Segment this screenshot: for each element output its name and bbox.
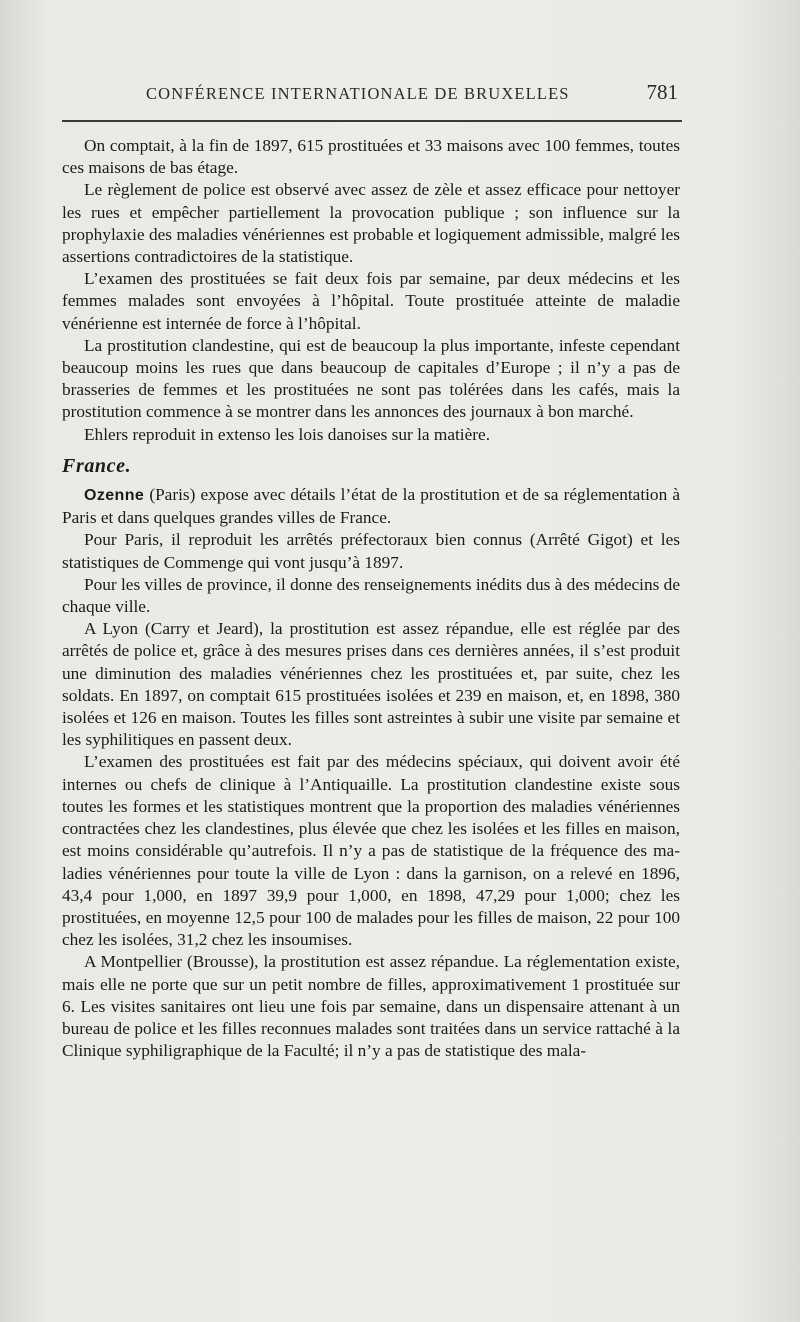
paragraph: A Montpellier (Brousse), la prostitution est assez répandue. La réglementation existe, mais elle ne porte que sur un petit nombre de filles, approximativement 1 prostituée sur 6. Les visites sanitaires ont lieu une fois par semaine, dans un dispensaire attenant à un bureau de police et les filles reconnues malades sont traitées dans un service rattaché à la Clinique syphiligraphique de la Faculté; il n’y a pas de statistique des mala- <box>62 952 680 1061</box>
paragraph: L’examen des prostituées se fait deux fois par semaine, par deux médecins et les femmes malades sont envoyées à l’hôpital. Toute prostituée atteinte de maladie vénérienne est internée de force à l’hôpital. <box>62 269 680 333</box>
paragraph: A Lyon (Carry et Jeard), la prostitution est assez répandue, elle est réglée par des arrêtés de police et, grâce à des mesures prises dans ces dernières années, il s’est produit une diminution des maladies vénériennes chez les prostituées et, par suite, chez les soldats. En 1897, on comptait 615 prostituées isolées et 239 en maison, et, en 1898, 380 isolées et 126 en maison. Toutes les filles sont astreintes à subir une visite par semaine et les syphilitiques en passent deux. <box>62 619 680 750</box>
paragraph: On comptait, à la fin de 1897, 615 prostituées et 33 maisons avec 100 femmes, toutes ces maisons de bas étage. <box>62 136 680 178</box>
header-rule <box>62 120 682 122</box>
paragraph: Pour Paris, il reproduit les arrêtés préfectoraux bien connus (Arrêté Gigot) et les statistiques de Commenge qui vont jusqu’à 1897. <box>62 530 680 572</box>
section-heading-france: France. <box>62 454 132 477</box>
paragraph-text: (Paris) expose avec détails l’état de la prostitution et de sa réglementation à Paris et dans quelques grandes villes de France. <box>62 485 680 528</box>
paragraph: Le règlement de police est observé avec assez de zèle et assez efficace pour nettoyer les rues et empêcher partiellement la provocation publique ; son influence sur la prophylaxie des maladies vénériennes est probable et logiquement admissible, malgré les assertions contradictoires de la statistique. <box>62 180 680 267</box>
body-text <box>62 135 680 1062</box>
page-header <box>62 80 682 108</box>
page-number: 781 <box>646 80 678 104</box>
paragraph <box>62 484 680 529</box>
paragraph: Pour les villes de province, il donne des renseignements inédits dus à des médecins de chaque ville. <box>62 574 680 617</box>
paragraph: Ehlers reproduit in extenso les lois danoises sur la matière. <box>84 424 491 444</box>
running-title: CONFÉRENCE INTERNATIONALE DE BRUXELLES <box>146 84 570 103</box>
author-name: Ozenne <box>84 487 145 505</box>
paragraph: La prostitution clandestine, qui est de beaucoup la plus importante, infeste cependant beaucoup moins les rues que dans beaucoup de capitales d’Europe ; il n’y a pas de brasseries de femmes et les prostituées ne sont pas tolérées dans les cafés, mais la prostitution commence à se montrer dans les annonces des journaux à bon marché. <box>62 335 680 422</box>
paragraph: L’examen des prostituées est fait par des médecins spéciaux, qui doivent avoir été internes ou chefs de clinique à l’Antiquaille. La prostitution clandestine existe sous toutes les formes et les statistiques montrent que la proportion des maladies vénériennes contractées chez les clandestines, plus élevée que chez les isolées et les filles en maison, est moins considérable qu’autrefois. Il n’y a pas de statistique de la fréquence des maladies vénériennes pour toute la ville de Lyon : dans la garnison, on a relevé en 1896, 43,4 pour 1,000, en 1897 39,9 pour 1,000, en 1898, 47,29 pour 1,000; chez les prostituées, en moyenne 12,5 pour 100 de malades pour les filles de maison, 22 pour 100 chez les isolées, 31,2 chez les insoumises. <box>62 752 680 950</box>
